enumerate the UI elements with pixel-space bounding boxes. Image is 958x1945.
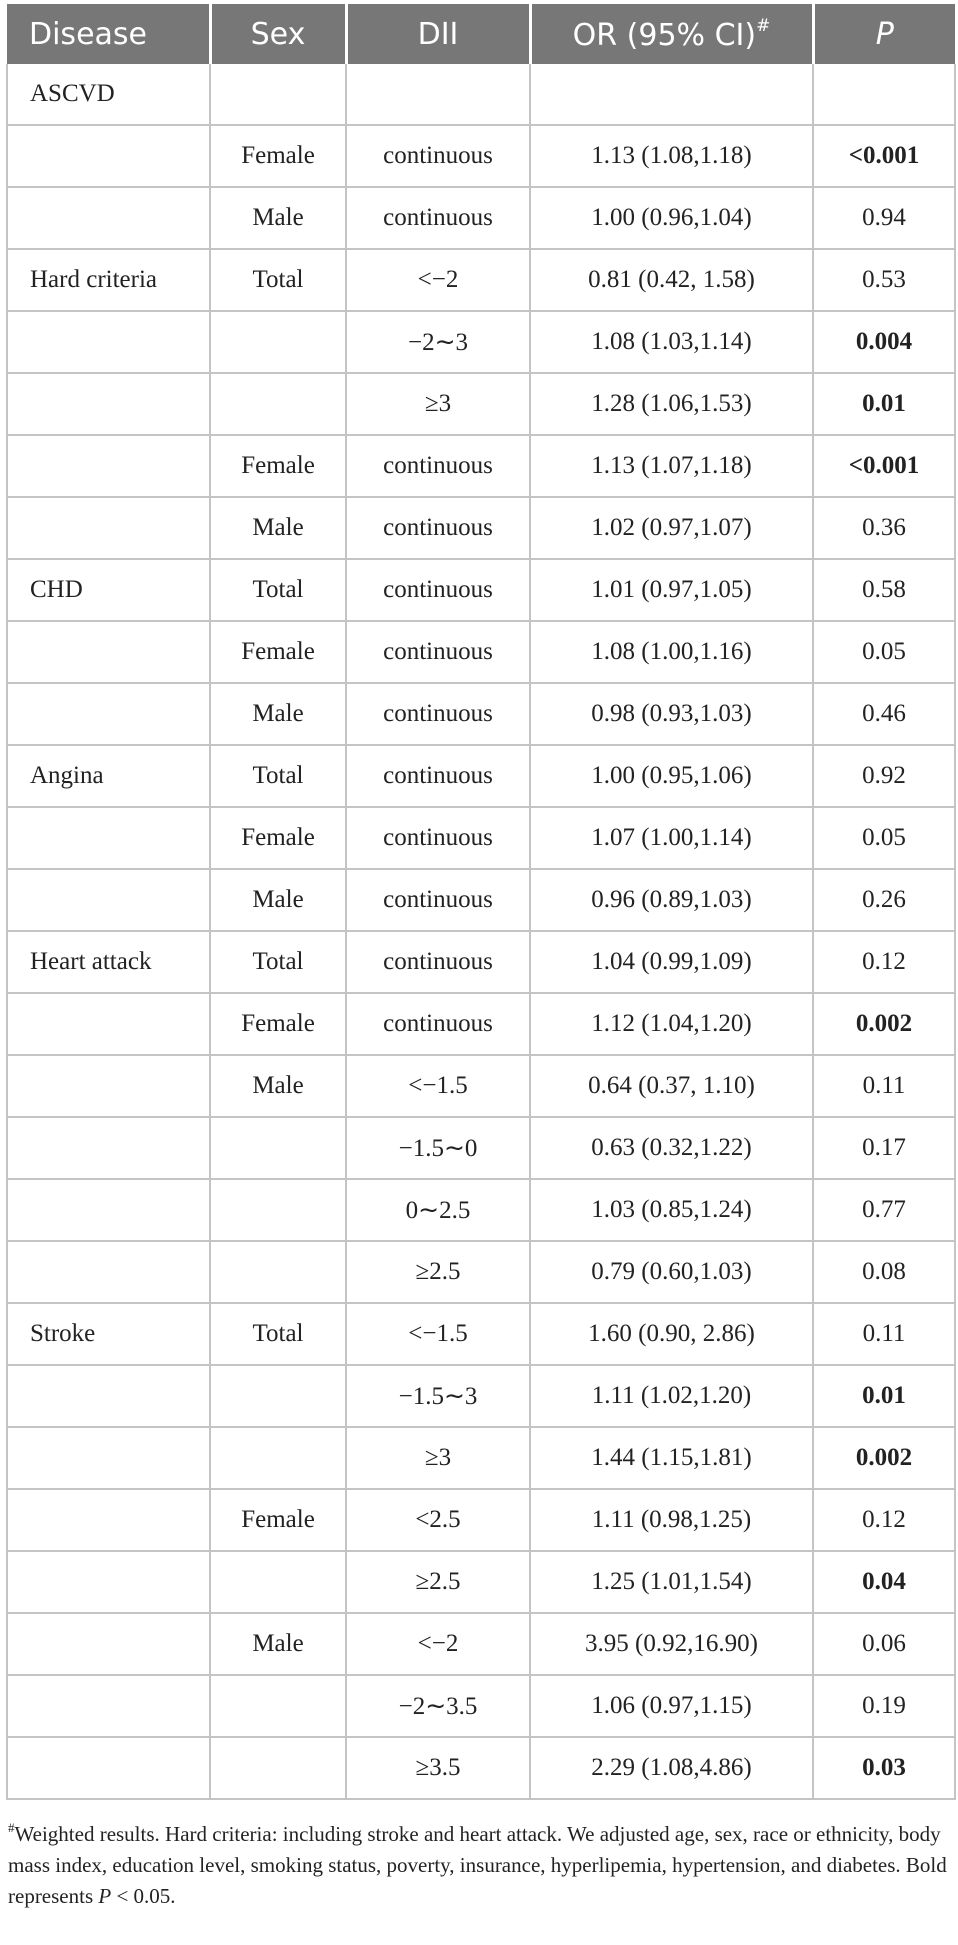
cell-p: 0.11 bbox=[813, 1303, 955, 1365]
table-row bbox=[7, 1365, 955, 1427]
cell-p: 0.11 bbox=[813, 1055, 955, 1117]
cell-or: 1.03 (0.85,1.24) bbox=[530, 1179, 813, 1241]
table-row bbox=[7, 249, 955, 311]
cell-p: 0.17 bbox=[813, 1117, 955, 1179]
cell-or: 1.28 (1.06,1.53) bbox=[530, 373, 813, 435]
cell-sex bbox=[210, 1365, 346, 1427]
cell-disease bbox=[7, 1365, 210, 1427]
cell-disease bbox=[7, 621, 210, 683]
cell-dii bbox=[346, 64, 530, 125]
header-or-mark: # bbox=[756, 15, 771, 36]
cell-or: 0.96 (0.89,1.03) bbox=[530, 869, 813, 931]
cell-p: 0.19 bbox=[813, 1675, 955, 1737]
cell-dii: ≥2.5 bbox=[346, 1551, 530, 1613]
cell-dii: continuous bbox=[346, 807, 530, 869]
footnote-p-symbol: P bbox=[98, 1884, 112, 1908]
cell-dii: ≥2.5 bbox=[346, 1241, 530, 1303]
cell-dii: <−1.5 bbox=[346, 1055, 530, 1117]
header-disease: Disease bbox=[7, 4, 210, 64]
cell-dii: continuous bbox=[346, 187, 530, 249]
cell-dii: continuous bbox=[346, 497, 530, 559]
cell-dii: −2∼3.5 bbox=[346, 1675, 530, 1737]
cell-disease bbox=[7, 311, 210, 373]
cell-p: 0.12 bbox=[813, 931, 955, 993]
cell-p: 0.92 bbox=[813, 745, 955, 807]
cell-disease bbox=[7, 1055, 210, 1117]
cell-p: 0.06 bbox=[813, 1613, 955, 1675]
cell-dii: −1.5∼0 bbox=[346, 1117, 530, 1179]
cell-dii: ≥3 bbox=[346, 373, 530, 435]
cell-sex: Total bbox=[210, 559, 346, 621]
table-row bbox=[7, 1179, 955, 1241]
cell-sex bbox=[210, 1117, 346, 1179]
cell-p: 0.05 bbox=[813, 807, 955, 869]
cell-p: 0.53 bbox=[813, 249, 955, 311]
cell-or: 1.11 (0.98,1.25) bbox=[530, 1489, 813, 1551]
cell-or: 1.06 (0.97,1.15) bbox=[530, 1675, 813, 1737]
table-row bbox=[7, 745, 955, 807]
cell-or: 0.63 (0.32,1.22) bbox=[530, 1117, 813, 1179]
cell-or: 1.01 (0.97,1.05) bbox=[530, 559, 813, 621]
cell-or: 0.64 (0.37, 1.10) bbox=[530, 1055, 813, 1117]
footnote-mark: # bbox=[8, 1820, 15, 1835]
cell-disease bbox=[7, 1675, 210, 1737]
cell-p: 0.002 bbox=[813, 993, 955, 1055]
table-row bbox=[7, 187, 955, 249]
cell-or: 1.60 (0.90, 2.86) bbox=[530, 1303, 813, 1365]
cell-disease bbox=[7, 1489, 210, 1551]
cell-or: 1.08 (1.00,1.16) bbox=[530, 621, 813, 683]
cell-or: 0.81 (0.42, 1.58) bbox=[530, 249, 813, 311]
cell-sex bbox=[210, 311, 346, 373]
cell-p: <0.001 bbox=[813, 125, 955, 187]
table-footnote bbox=[6, 1812, 954, 1912]
cell-or: 3.95 (0.92,16.90) bbox=[530, 1613, 813, 1675]
cell-p: 0.94 bbox=[813, 187, 955, 249]
cell-disease bbox=[7, 1551, 210, 1613]
cell-p bbox=[813, 64, 955, 125]
cell-disease bbox=[7, 1117, 210, 1179]
cell-dii: continuous bbox=[346, 621, 530, 683]
cell-p: 0.05 bbox=[813, 621, 955, 683]
header-sex: Sex bbox=[210, 4, 346, 64]
cell-or: 2.29 (1.08,4.86) bbox=[530, 1737, 813, 1799]
cell-sex: Total bbox=[210, 249, 346, 311]
table-row bbox=[7, 1303, 955, 1365]
cell-disease bbox=[7, 807, 210, 869]
header-or-label: OR (95% CI) bbox=[572, 17, 757, 53]
cell-p: 0.002 bbox=[813, 1427, 955, 1489]
cell-sex: Female bbox=[210, 621, 346, 683]
cell-or: 1.07 (1.00,1.14) bbox=[530, 807, 813, 869]
cell-p: 0.26 bbox=[813, 869, 955, 931]
cell-sex: Male bbox=[210, 187, 346, 249]
table-row bbox=[7, 1055, 955, 1117]
cell-or: 1.00 (0.96,1.04) bbox=[530, 187, 813, 249]
cell-sex bbox=[210, 1737, 346, 1799]
cell-sex: Female bbox=[210, 435, 346, 497]
cell-disease: Hard criteria bbox=[7, 249, 210, 311]
cell-p: 0.08 bbox=[813, 1241, 955, 1303]
cell-p: 0.01 bbox=[813, 373, 955, 435]
header-or bbox=[530, 4, 813, 64]
table-row bbox=[7, 993, 955, 1055]
cell-disease: Stroke bbox=[7, 1303, 210, 1365]
table-row bbox=[7, 64, 955, 125]
cell-p: 0.58 bbox=[813, 559, 955, 621]
cell-disease bbox=[7, 435, 210, 497]
cell-sex: Female bbox=[210, 1489, 346, 1551]
cell-disease bbox=[7, 125, 210, 187]
cell-dii: continuous bbox=[346, 683, 530, 745]
table-body bbox=[7, 64, 955, 1799]
table-header bbox=[7, 4, 955, 64]
table-row bbox=[7, 1613, 955, 1675]
cell-dii: −1.5∼3 bbox=[346, 1365, 530, 1427]
cell-or: 1.13 (1.07,1.18) bbox=[530, 435, 813, 497]
cell-or: 1.12 (1.04,1.20) bbox=[530, 993, 813, 1055]
cell-dii: continuous bbox=[346, 931, 530, 993]
cell-disease bbox=[7, 1241, 210, 1303]
footnote-text: Weighted results. Hard criteria: including stroke and heart attack. We adjusted age, sex, race or ethnicity, body mass index, education level, smoking status, poverty, insurance, hyperlipemia, hypertension, and diabetes. Bold represents bbox=[8, 1822, 947, 1908]
cell-or: 0.98 (0.93,1.03) bbox=[530, 683, 813, 745]
table-row bbox=[7, 1489, 955, 1551]
table-row bbox=[7, 621, 955, 683]
header-dii: DII bbox=[346, 4, 530, 64]
cell-sex bbox=[210, 1675, 346, 1737]
cell-sex bbox=[210, 1179, 346, 1241]
table-row bbox=[7, 1551, 955, 1613]
cell-sex bbox=[210, 1427, 346, 1489]
cell-sex bbox=[210, 373, 346, 435]
cell-dii: continuous bbox=[346, 559, 530, 621]
cell-or: 1.04 (0.99,1.09) bbox=[530, 931, 813, 993]
cell-dii: 0∼2.5 bbox=[346, 1179, 530, 1241]
cell-sex: Female bbox=[210, 993, 346, 1055]
cell-or: 0.79 (0.60,1.03) bbox=[530, 1241, 813, 1303]
footnote-text-end: < 0.05. bbox=[111, 1884, 176, 1908]
cell-sex bbox=[210, 1241, 346, 1303]
cell-disease bbox=[7, 1737, 210, 1799]
cell-sex: Male bbox=[210, 497, 346, 559]
table-row bbox=[7, 1117, 955, 1179]
table-row bbox=[7, 869, 955, 931]
cell-sex bbox=[210, 1551, 346, 1613]
cell-disease bbox=[7, 993, 210, 1055]
cell-dii: continuous bbox=[346, 435, 530, 497]
cell-p: 0.77 bbox=[813, 1179, 955, 1241]
cell-or: 1.08 (1.03,1.14) bbox=[530, 311, 813, 373]
table-row bbox=[7, 1427, 955, 1489]
table-row bbox=[7, 311, 955, 373]
table-row bbox=[7, 1241, 955, 1303]
cell-disease: Angina bbox=[7, 745, 210, 807]
cell-dii: ≥3.5 bbox=[346, 1737, 530, 1799]
cell-sex: Total bbox=[210, 1303, 346, 1365]
cell-disease bbox=[7, 869, 210, 931]
table-row bbox=[7, 931, 955, 993]
table-row bbox=[7, 1737, 955, 1799]
cell-disease: CHD bbox=[7, 559, 210, 621]
results-table bbox=[6, 4, 956, 1800]
cell-dii: <−1.5 bbox=[346, 1303, 530, 1365]
cell-or: 1.25 (1.01,1.54) bbox=[530, 1551, 813, 1613]
cell-p: 0.46 bbox=[813, 683, 955, 745]
table-row bbox=[7, 1675, 955, 1737]
header-row bbox=[7, 4, 955, 64]
cell-disease bbox=[7, 187, 210, 249]
cell-disease bbox=[7, 683, 210, 745]
cell-sex: Female bbox=[210, 807, 346, 869]
table-row bbox=[7, 435, 955, 497]
cell-p: 0.36 bbox=[813, 497, 955, 559]
table-row bbox=[7, 497, 955, 559]
cell-or: 1.44 (1.15,1.81) bbox=[530, 1427, 813, 1489]
results-table-container bbox=[6, 4, 954, 1912]
cell-dii: −2∼3 bbox=[346, 311, 530, 373]
cell-disease: ASCVD bbox=[7, 64, 210, 125]
cell-dii: ≥3 bbox=[346, 1427, 530, 1489]
cell-dii: <2.5 bbox=[346, 1489, 530, 1551]
cell-dii: continuous bbox=[346, 125, 530, 187]
table-row bbox=[7, 125, 955, 187]
cell-disease: Heart attack bbox=[7, 931, 210, 993]
table-row bbox=[7, 559, 955, 621]
cell-dii: <−2 bbox=[346, 249, 530, 311]
cell-p: 0.03 bbox=[813, 1737, 955, 1799]
cell-or: 1.02 (0.97,1.07) bbox=[530, 497, 813, 559]
cell-sex: Male bbox=[210, 683, 346, 745]
cell-sex: Male bbox=[210, 869, 346, 931]
table-row bbox=[7, 373, 955, 435]
cell-or: 1.13 (1.08,1.18) bbox=[530, 125, 813, 187]
cell-sex: Male bbox=[210, 1055, 346, 1117]
table-row bbox=[7, 807, 955, 869]
cell-sex: Total bbox=[210, 745, 346, 807]
cell-p: 0.004 bbox=[813, 311, 955, 373]
cell-p: 0.04 bbox=[813, 1551, 955, 1613]
cell-sex: Total bbox=[210, 931, 346, 993]
cell-p: 0.01 bbox=[813, 1365, 955, 1427]
header-p: P bbox=[813, 4, 955, 64]
cell-disease bbox=[7, 1613, 210, 1675]
cell-disease bbox=[7, 373, 210, 435]
cell-or: 1.00 (0.95,1.06) bbox=[530, 745, 813, 807]
cell-dii: continuous bbox=[346, 993, 530, 1055]
table-row bbox=[7, 683, 955, 745]
cell-sex: Male bbox=[210, 1613, 346, 1675]
cell-sex: Female bbox=[210, 125, 346, 187]
cell-dii: continuous bbox=[346, 745, 530, 807]
cell-disease bbox=[7, 1427, 210, 1489]
cell-disease bbox=[7, 497, 210, 559]
cell-or bbox=[530, 64, 813, 125]
cell-or: 1.11 (1.02,1.20) bbox=[530, 1365, 813, 1427]
cell-p: <0.001 bbox=[813, 435, 955, 497]
cell-p: 0.12 bbox=[813, 1489, 955, 1551]
cell-dii: continuous bbox=[346, 869, 530, 931]
cell-sex bbox=[210, 64, 346, 125]
cell-disease bbox=[7, 1179, 210, 1241]
cell-dii: <−2 bbox=[346, 1613, 530, 1675]
